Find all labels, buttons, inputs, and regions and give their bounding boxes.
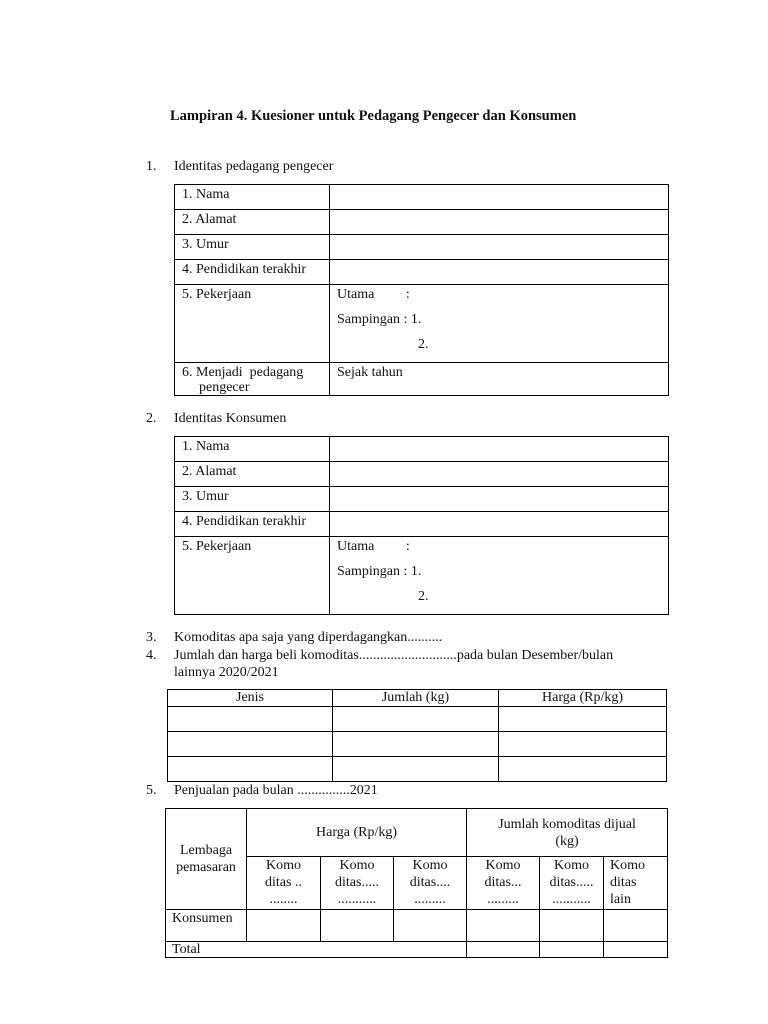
row-label-umur: 3. Umur (175, 235, 330, 260)
subheader-line: Komo (339, 858, 375, 873)
table-row (175, 462, 669, 487)
section-4-number: 4. (146, 648, 157, 663)
consumer-identity-table (174, 436, 669, 615)
input-cell[interactable] (540, 910, 604, 942)
section-4-heading: Jumlah dan harga beli komoditas............................pada bulan Desember/bulan (174, 648, 614, 663)
subheader-komoditas-1 (247, 857, 321, 910)
answer-cell[interactable] (330, 260, 669, 285)
section-4-heading-line-2: lainnya 2020/2021 (174, 665, 279, 680)
subheader-line: ditas..... (549, 875, 594, 890)
input-cell[interactable] (333, 732, 499, 757)
answer-cell[interactable] (330, 235, 669, 260)
header-jenis: Jenis (168, 690, 333, 707)
header-jumlah: Jumlah (kg) (333, 690, 499, 707)
section-2-heading: Identitas Konsumen (174, 411, 287, 426)
table-row (175, 512, 669, 537)
row-label-line-1: 6. Menjadi pedagang (182, 365, 304, 380)
table-row (175, 487, 669, 512)
subheader-line: Komo (412, 858, 448, 873)
row-label-pendidikan: 4. Pendidikan terakhir (175, 512, 330, 537)
answer-cell[interactable] (330, 462, 669, 487)
header-lembaga-line-2: pemasaran (176, 860, 236, 875)
subheader-line: Komo (554, 858, 590, 873)
subheader-line: ditas.... (409, 875, 451, 890)
input-cell[interactable] (247, 910, 321, 942)
input-cell[interactable] (333, 707, 499, 732)
table-row (166, 942, 668, 958)
input-cell[interactable] (604, 942, 668, 958)
subheader-line: ........ (269, 892, 298, 907)
input-cell[interactable] (467, 942, 540, 958)
input-cell[interactable] (168, 707, 333, 732)
section-3-number: 3. (146, 630, 157, 645)
row-label-total: Total (166, 942, 467, 958)
pekerjaan-sampingan-2: 2. (418, 589, 429, 604)
subheader-line: Komo (485, 858, 521, 873)
row-label-umur: 3. Umur (175, 487, 330, 512)
row-label-pekerjaan: 5. Pekerjaan (175, 537, 330, 615)
table-row (175, 185, 669, 210)
subheader-line: Komo (610, 858, 646, 873)
table-row (175, 285, 669, 363)
input-cell[interactable] (333, 757, 499, 782)
table-row (168, 707, 667, 732)
row-label-menjadi-pedagang (175, 363, 330, 396)
subheader-line: ........... (552, 892, 591, 907)
section-5-number: 5. (146, 783, 157, 798)
header-jumlah-line-1: Jumlah komoditas dijual (498, 816, 636, 832)
input-cell[interactable] (604, 910, 668, 942)
header-jumlah-komoditas (467, 809, 668, 857)
pekerjaan-cell[interactable] (330, 537, 669, 615)
subheader-line: Komo (266, 858, 301, 873)
subheader-line: ditas..... (335, 875, 379, 890)
sejak-tahun-cell[interactable]: Sejak tahun (330, 363, 669, 396)
header-harga: Harga (Rp/kg) (499, 690, 667, 707)
document-title: Lampiran 4. Kuesioner untuk Pedagang Pengecer dan Konsumen (170, 108, 577, 124)
answer-cell[interactable] (330, 437, 669, 462)
subheader-line: ......... (414, 892, 446, 907)
table-row (168, 757, 667, 782)
table-row (175, 260, 669, 285)
table-row (175, 363, 669, 396)
pekerjaan-sampingan: Sampingan : 1. (337, 564, 422, 579)
header-lembaga-line-1: Lembaga (179, 843, 233, 858)
input-cell[interactable] (499, 757, 667, 782)
table-row (166, 910, 668, 942)
row-label-alamat: 2. Alamat (175, 462, 330, 487)
pekerjaan-sampingan: Sampingan : 1. (337, 312, 422, 327)
input-cell[interactable] (467, 910, 540, 942)
table-row (175, 235, 669, 260)
row-label-alamat: 2. Alamat (175, 210, 330, 235)
sales-table (165, 808, 668, 958)
section-3-heading: Komoditas apa saja yang diperdagangkan.......... (174, 630, 443, 645)
subheader-line: ditas (610, 875, 637, 890)
header-harga: Harga (Rp/kg) (247, 809, 467, 857)
row-label-konsumen: Konsumen (166, 910, 247, 942)
subheader-line: ditas .. (265, 875, 302, 890)
section-2-number: 2. (146, 411, 157, 426)
subheader-line: ......... (487, 892, 519, 907)
section-1-number: 1. (146, 159, 157, 174)
table-row (168, 732, 667, 757)
input-cell[interactable] (540, 942, 604, 958)
row-label-nama: 1. Nama (175, 185, 330, 210)
row-label-pekerjaan: 5. Pekerjaan (175, 285, 330, 363)
pekerjaan-sampingan-2: 2. (418, 337, 429, 352)
subheader-komoditas-3 (394, 857, 467, 910)
section-1-heading: Identitas pedagang pengecer (174, 159, 334, 174)
subheader-jumlah-2 (540, 857, 604, 910)
pekerjaan-utama: Utama : (337, 539, 410, 554)
subheader-line: lain (610, 892, 632, 907)
header-lembaga-pemasaran (166, 809, 247, 910)
row-label-line-2: pengecer (199, 380, 250, 395)
input-cell[interactable] (499, 732, 667, 757)
purchase-table (167, 689, 667, 782)
table-row (175, 537, 669, 615)
section-5-heading: Penjualan pada bulan ...............2021 (174, 783, 378, 798)
answer-cell[interactable] (330, 512, 669, 537)
row-label-nama: 1. Nama (175, 437, 330, 462)
input-cell[interactable] (168, 757, 333, 782)
table-header-row (168, 690, 667, 707)
answer-cell[interactable] (330, 487, 669, 512)
subheader-komoditas-lain (604, 857, 668, 910)
input-cell[interactable] (394, 910, 467, 942)
pekerjaan-cell[interactable] (330, 285, 669, 363)
table-row (175, 437, 669, 462)
row-label-pendidikan: 4. Pendidikan terakhir (175, 260, 330, 285)
input-cell[interactable] (499, 707, 667, 732)
subheader-line: ........... (337, 892, 377, 907)
header-jumlah-line-2: (kg) (555, 833, 579, 849)
retailer-identity-table (174, 184, 669, 396)
input-cell[interactable] (321, 910, 394, 942)
table-row (175, 210, 669, 235)
answer-cell[interactable] (330, 210, 669, 235)
table-header-row (166, 809, 668, 857)
pekerjaan-utama: Utama : (337, 287, 410, 302)
answer-cell[interactable] (330, 185, 669, 210)
subheader-jumlah-1 (467, 857, 540, 910)
input-cell[interactable] (168, 732, 333, 757)
subheader-komoditas-2 (321, 857, 394, 910)
subheader-line: ditas... (484, 875, 522, 890)
